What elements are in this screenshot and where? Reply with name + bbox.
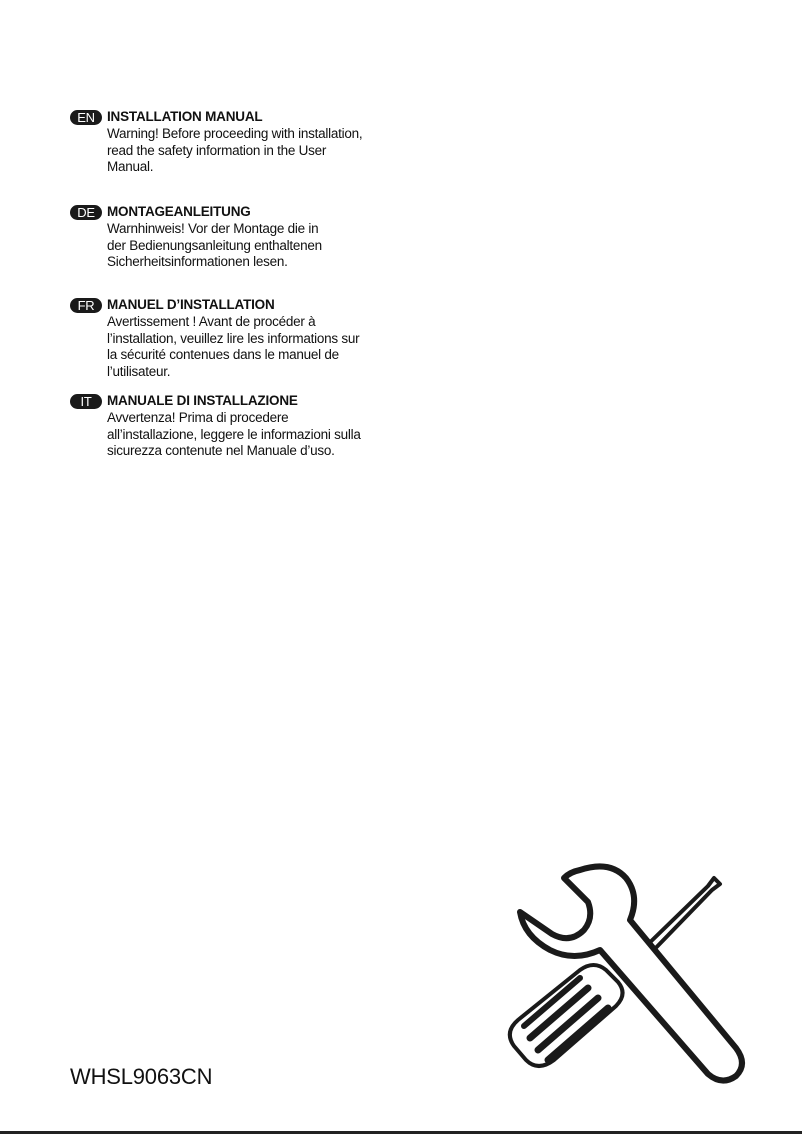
language-badge-it: IT [70,394,102,409]
body-line: la sécurité contenues dans le manuel de [107,347,339,362]
body-line: Manual. [107,159,154,174]
body-line: all’installazione, leggere le informazioni sulla [107,426,361,442]
body-line: sicurezza contenute nel Manuale d’uso. [107,443,335,458]
model-number: WHSL9063CN [70,1064,213,1089]
body-line: Warning! Before proceeding with installation, [107,126,363,141]
language-badge-fr: FR [70,298,102,313]
body-line: Warnhinweis! Vor der Montage die in [107,221,319,236]
section-body-it [107,410,392,460]
wrench-and-screwdriver-icon [490,860,770,1090]
section-title-it: MANUALE DI INSTALLAZIONE [107,393,298,408]
section-body-de [107,221,392,271]
bottom-divider [0,1131,802,1134]
body-line: l’installation, veuillez lire les informations sur [107,330,360,346]
body-line: Avvertenza! Prima di procedere [107,410,289,425]
language-badge-en: EN [70,110,102,125]
language-badge-de: DE [70,205,102,220]
section-title-fr: MANUEL D’INSTALLATION [107,297,275,312]
section-body-fr [107,314,392,380]
section-title-en: INSTALLATION MANUAL [107,109,263,124]
body-line: Avertissement ! Avant de procéder à [107,314,316,329]
body-line: l’utilisateur. [107,363,171,379]
section-body-en [107,126,392,176]
body-line: der Bedienungsanleitung enthaltenen [107,237,322,253]
section-title-de: MONTAGEANLEITUNG [107,204,251,219]
body-line: read the safety information in the User [107,142,327,158]
body-line: Sicherheitsinformationen lesen. [107,254,288,269]
